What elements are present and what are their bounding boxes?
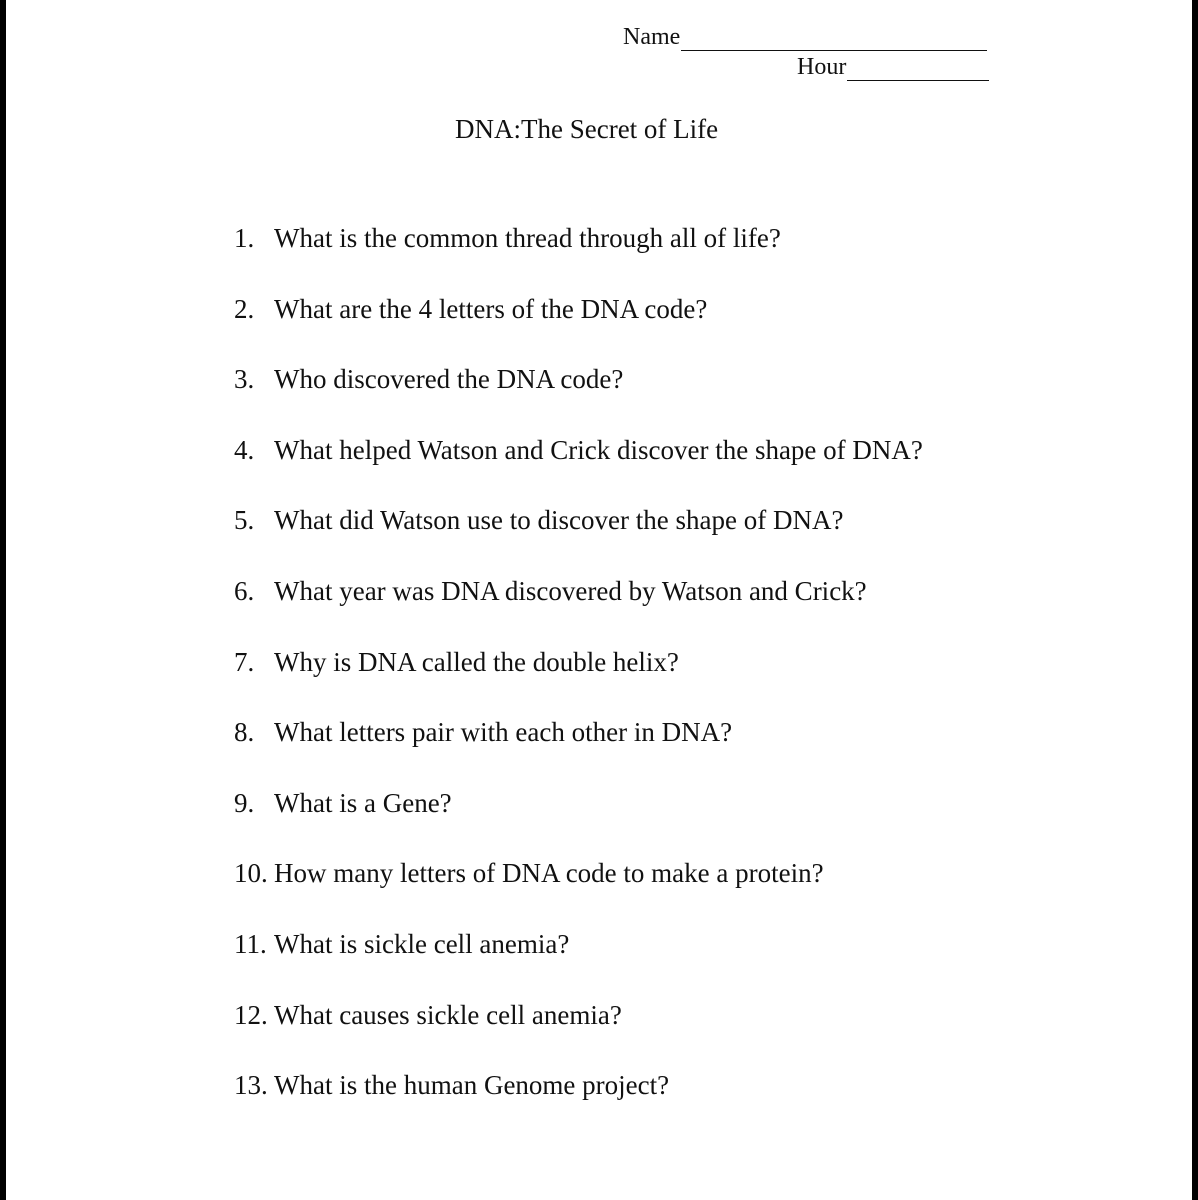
question-number: 11. xyxy=(234,928,267,959)
question-number: 12. xyxy=(234,999,268,1030)
question-number: 3. xyxy=(234,364,255,395)
question-item xyxy=(234,363,1134,434)
question-text: What is sickle cell anemia? xyxy=(274,928,570,959)
question-text: Why is DNA called the double helix? xyxy=(274,646,679,677)
question-text: What are the 4 letters of the DNA code? xyxy=(274,293,708,324)
question-number: 4. xyxy=(234,434,255,465)
question-item xyxy=(234,928,1134,999)
hour-blank-line xyxy=(847,60,989,81)
question-item xyxy=(234,716,1134,787)
question-list xyxy=(234,222,1134,1140)
question-text: What did Watson use to discover the shape of DNA? xyxy=(274,505,844,536)
question-text: What is a Gene? xyxy=(274,787,452,818)
worksheet-title: DNA:The Secret of Life xyxy=(455,114,719,144)
question-item xyxy=(234,787,1134,858)
question-item xyxy=(234,504,1134,575)
hour-label: Hour xyxy=(797,54,847,80)
question-text: Who discovered the DNA code? xyxy=(274,364,624,395)
question-number: 10. xyxy=(234,858,268,889)
question-number: 1. xyxy=(234,223,255,253)
question-item xyxy=(234,293,1134,364)
question-number: 8. xyxy=(234,717,255,748)
question-text: What year was DNA discovered by Watson and Crick? xyxy=(274,575,867,606)
question-number: 13. xyxy=(234,1070,268,1101)
question-number: 9. xyxy=(234,787,255,818)
worksheet-page xyxy=(6,0,1192,1200)
name-blank-line xyxy=(681,30,987,51)
question-text: What letters pair with each other in DNA? xyxy=(274,717,733,748)
question-text: How many letters of DNA code to make a protein? xyxy=(274,858,824,889)
question-text: What helped Watson and Crick discover the shape of DNA? xyxy=(274,434,923,465)
question-number: 6. xyxy=(234,575,255,606)
name-label: Name xyxy=(623,24,681,50)
hour-field xyxy=(797,54,989,81)
question-number: 2. xyxy=(234,293,255,324)
question-item xyxy=(234,999,1134,1070)
question-text: What is the human Genome project? xyxy=(274,1070,670,1101)
name-field xyxy=(623,24,987,51)
question-item xyxy=(234,646,1134,717)
question-item xyxy=(234,222,1134,293)
question-number: 5. xyxy=(234,505,255,536)
question-number: 7. xyxy=(234,646,255,677)
question-text: What is the common thread through all of life? xyxy=(274,223,781,253)
question-item xyxy=(234,1069,1134,1140)
question-item xyxy=(234,857,1134,928)
question-item xyxy=(234,434,1134,505)
question-item xyxy=(234,575,1134,646)
question-text: What causes sickle cell anemia? xyxy=(274,999,622,1030)
